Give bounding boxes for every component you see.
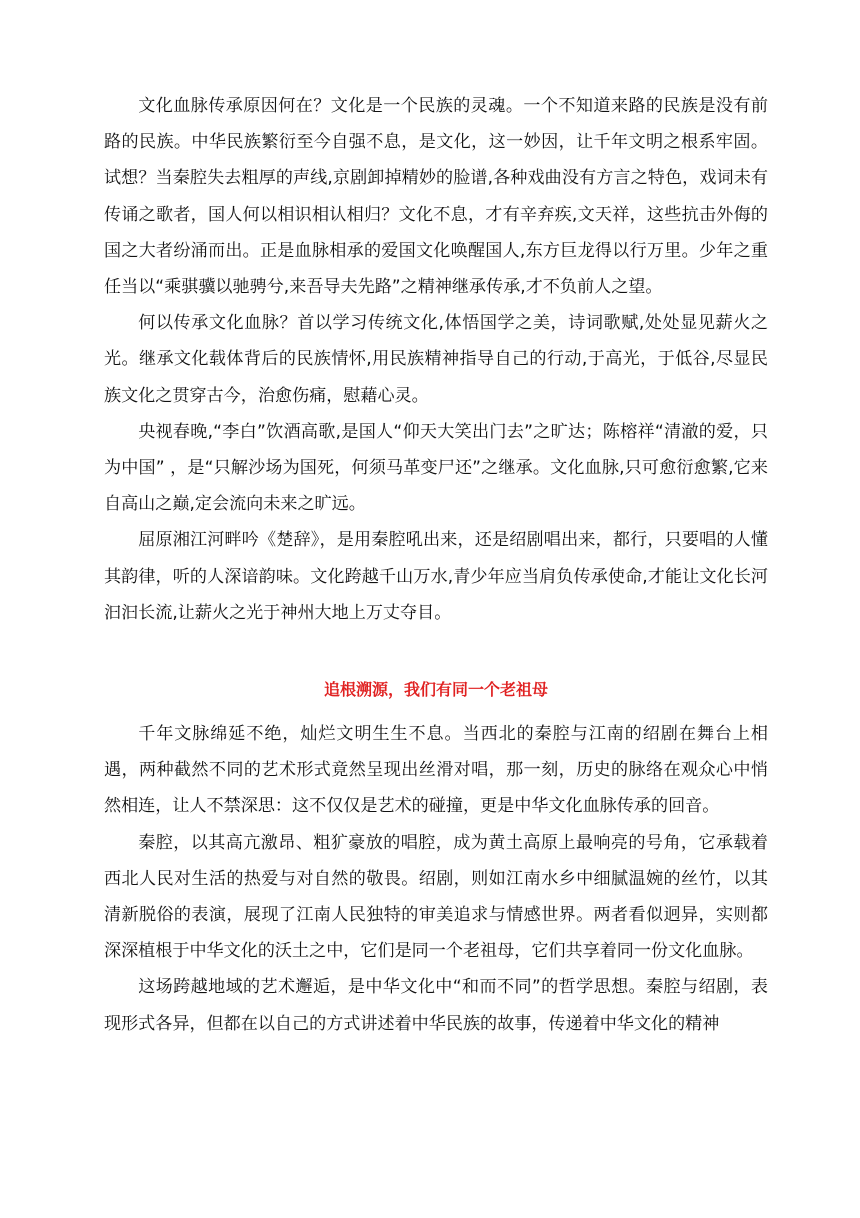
section-1 <box>104 88 768 631</box>
paragraph: 央视春晚,“李白”饮酒高歌,是国人“仰天大笑出门去”之旷达；陈榕祥“清澈的爱，只为中国” ，是“只解沙场为国死，何须马革变尸还”之继承。文化血脉,只可愈衍愈繁,它来自高山之巅,定会流向未来之旷远。 <box>104 421 768 515</box>
paragraph: 千年文脉绵延不绝，灿烂文明生生不息。当西北的秦腔与江南的绍剧在舞台上相遇，两种截然不同的艺术形式竟然呈现出丝滑对唱，那一刻，历史的脉络在观众心中悄然相连，让人不禁深思：这不仅仅是艺术的碰撞，更是中华文化血脉传承的回音。 <box>104 724 768 817</box>
paragraph: 文化血脉传承原因何在？文化是一个民族的灵魂。一个不知道来路的民族是没有前路的民族。中华民族繁衍至今自强不息，是文化，这一妙因，让千年文明之根系牢固。试想？当秦腔失去粗厚的声线,京剧卸掉精妙的脸谱,各种戏曲没有方言之特色，戏词未有传诵之歌者，国人何以相识相认相归？文化不息，才有辛弃疾,文天祥，这些抗击外侮的国之大者纷涌而出。正是血脉相承的爱国文化唤醒国人,东方巨龙得以行万里。少年之重任当以“乘骐骥以驰骋兮,来吾导夫先路”之精神继承传承,才不负前人之望。 <box>104 96 768 298</box>
document-page <box>104 88 768 1034</box>
paragraph: 秦腔，以其高亢激昂、粗犷豪放的唱腔，成为黄土高原上最响亮的号角，它承载着西北人民对生活的热爱与对自然的敬畏。绍剧，则如江南水乡中细腻温婉的丝竹，以其清新脱俗的表演，展现了江南人民独特的审美追求与情感世界。两者看似迥异，实则都深深植根于中华文化的沃土之中，它们是同一个老祖母，它们共享着同一份文化血脉。 <box>104 832 768 962</box>
paragraph: 何以传承文化血脉？首以学习传统文化,体悟国学之美，诗词歌赋,处处显见薪火之光。继承文化载体背后的民族情怀,用民族精神指导自己的行动,于高光，于低谷,尽显民族文化之贯穿古今，治愈伤痛，慰藉心灵。 <box>104 313 768 406</box>
paragraph: 屈原湘江河畔吟《楚辞》，是用秦腔吼出来，还是绍剧唱出来，都行，只要唱的人懂其韵律，听的人深谙韵味。文化跨越千山万水,青少年应当肩负传承使命,才能让文化长河汩汩长流,让薪火之光于神州大地上万丈夺目。 <box>104 530 768 623</box>
section-2 <box>104 716 768 1042</box>
section-title: 追根溯源，我们有同一个老祖母 <box>323 680 548 699</box>
paragraph: 这场跨越地域的艺术邂逅，是中华文化中“和而不同”的哲学思想。秦腔与绍剧，表现形式各异，但都在以自己的方式讲述着中华民族的故事，传递着中华文化的精神 <box>104 977 768 1034</box>
